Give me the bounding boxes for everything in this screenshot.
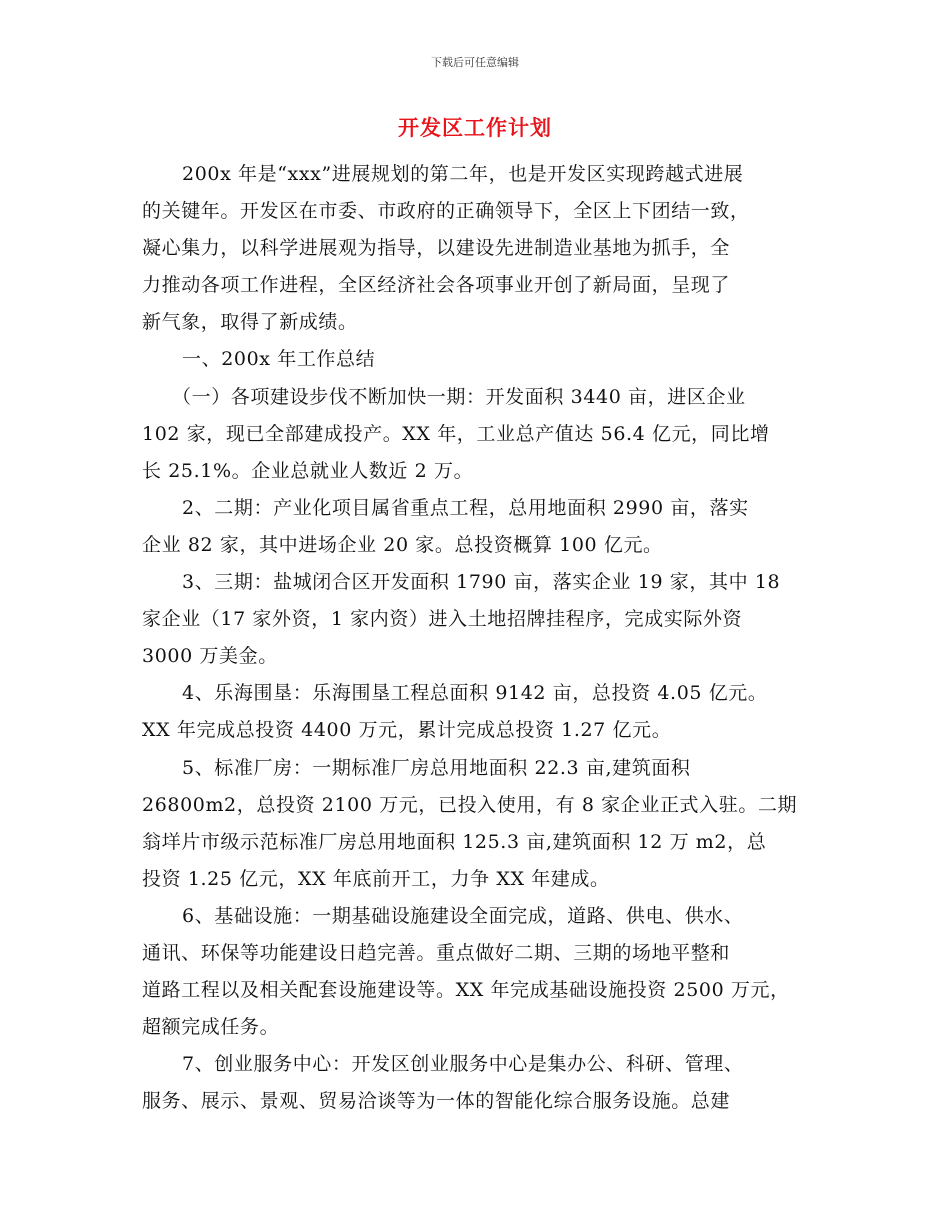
paragraph-line: 翁垟片市级示范标准厂房总用地面积 125.3 亩,建筑面积 12 万 m2，总 <box>142 830 767 853</box>
paragraph-line: 的关键年。开发区在市委、市政府的正确领导下，全区上下团结一致， <box>142 200 750 223</box>
paragraph-line: 102 家，现已全部建成投产。XX 年，工业总产值达 56.4 亿元，同比增 <box>142 422 770 445</box>
paragraph-line: 企业 82 家，其中进场企业 20 家。总投资概算 100 亿元。 <box>142 533 663 556</box>
paragraph-line: XX 年完成总投资 4400 万元，累计完成总投资 1.27 亿元。 <box>142 719 672 742</box>
paragraph-line: 力推动各项工作进程，全区经济社会各项事业开创了新局面，呈现了 <box>142 274 731 297</box>
paragraph-line: 5、标准厂房：一期标准厂房总用地面积 22.3 亩,建筑面积 <box>182 756 691 779</box>
paragraph-line: 家企业（17 家外资，1 家内资）进入土地招牌挂程序，完成实际外资 <box>142 608 743 631</box>
paragraph-line: 超额完成任务。 <box>142 1016 280 1039</box>
paragraph-line: 服务、展示、景观、贸易洽谈等为一体的智能化综合服务设施。总建 <box>142 1090 731 1113</box>
paragraph-line: 长 25.1%。企业总就业人数近 2 万。 <box>142 459 474 482</box>
header-note: 下载后可任意编辑 <box>431 56 519 69</box>
paragraph-line: 200x 年是“xxx”进展规划的第二年，也是开发区实现跨越式进展 <box>182 163 744 185</box>
paragraph-line: 3000 万美金。 <box>142 645 278 668</box>
paragraph-line: 通讯、环保等功能建设日趋完善。重点做好二期、三期的场地平整和 <box>142 941 731 964</box>
paragraph-line: 4、乐海围垦：乐海围垦工程总面积 9142 亩，总投资 4.05 亿元。 <box>182 682 768 705</box>
paragraph-line: （一）各项建设步伐不断加快一期：开发面积 3440 亩，进区企业 <box>172 385 746 408</box>
paragraph-line: 6、基础设施：一期基础设施建设全面完成，道路、供电、供水、 <box>182 904 744 927</box>
paragraph-line: 2、二期：产业化项目属省重点工程，总用地面积 2990 亩，落实 <box>182 496 749 519</box>
paragraph-line: 投资 1.25 亿元，XX 年底前开工，力争 XX 年建成。 <box>142 867 610 890</box>
section-heading: 一、200x 年工作总结 <box>182 348 376 371</box>
paragraph-line: 3、三期：盐城闭合区开发面积 1790 亩，落实企业 19 家，其中 18 <box>182 571 781 594</box>
document-body <box>142 156 814 1120</box>
paragraph-line: 凝心集力，以科学进展观为指导，以建设先进制造业基地为抓手，全 <box>142 237 731 260</box>
paragraph-line: 7、创业服务中心：开发区创业服务中心是集办公、科研、管理、 <box>182 1053 744 1076</box>
document-title: 开发区工作计划 <box>398 116 552 140</box>
paragraph-line: 26800m2，总投资 2100 万元，已投入使用，有 8 家企业正式入驻。二期 <box>142 793 798 816</box>
paragraph-line: 新气象，取得了新成绩。 <box>142 311 358 334</box>
paragraph-line: 道路工程以及相关配套设施建设等。XX 年完成基础设施投资 2500 万元， <box>142 979 790 1002</box>
